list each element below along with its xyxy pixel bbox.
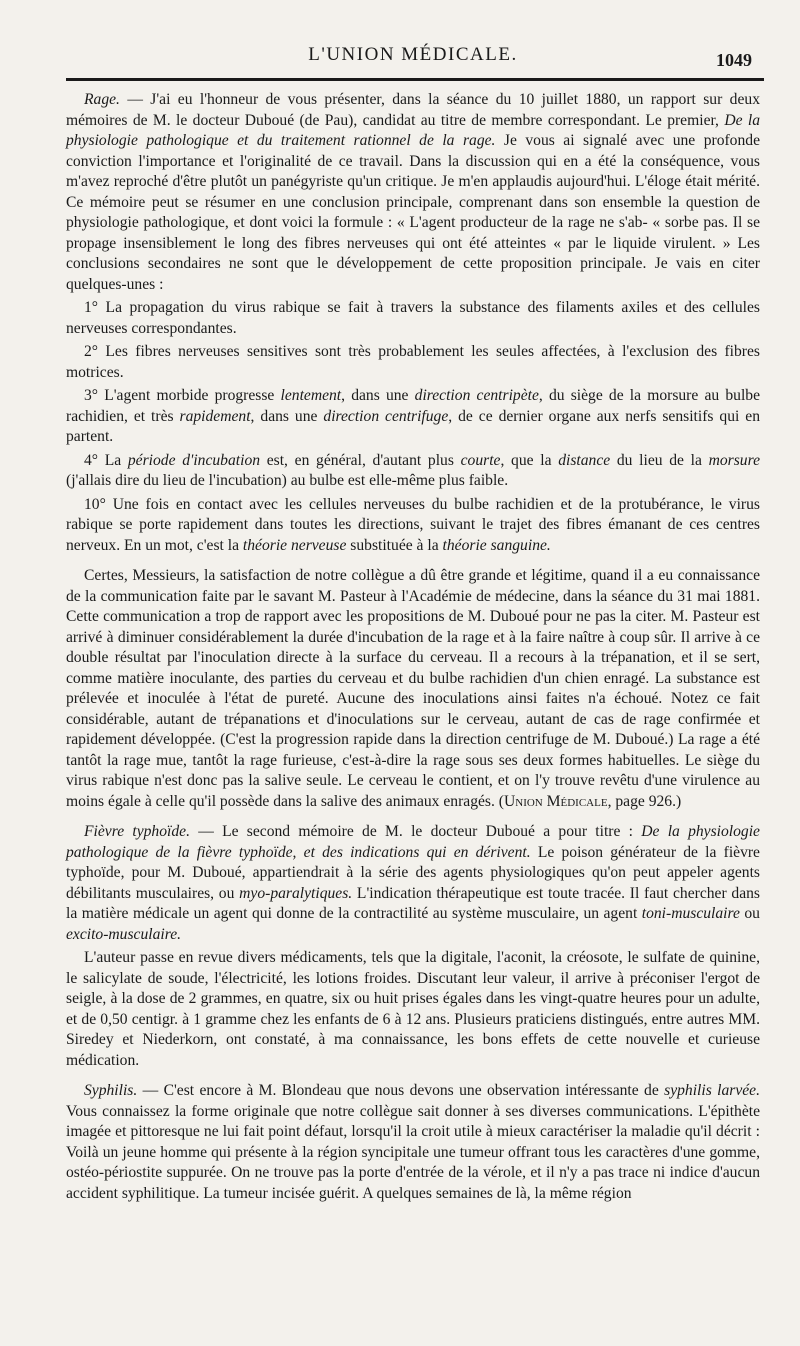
syphilis-paragraph: Syphilis. — C'est encore à M. Blondeau que nous devons une observation intéressante de syphilis larvée. Vous connaissez la forme originale que notre collègue sait donner à ses diverses communications. L'épithète imagée et pittoresque ne lui fait point défaut, lorsqu'il la croit utile à mieux caractériser la maladie qu'il décrit : Voilà un jeune homme qui présente à la région syncipitale une tumeur offrant tous les caractères d'une gomme, ostéo-périostite suppurée. On ne trouve pas la porte d'entrée de la vérole, et il n'y a pas trace ni indice d'aucun accident syphilitique. La tumeur incisée guérit. A quelques semaines de là, la même région bbox=[66, 1082, 760, 1202]
page-number: 1049 bbox=[716, 50, 752, 70]
rage-item-3: 3° L'agent morbide progresse lentement, dans une direction centripète, du siège de la morsure au bulbe rachidien, et très rapidement, dans une direction centrifuge, de ce dernier organe aux nerfs sensitifs qui en partent. bbox=[66, 387, 760, 445]
rage-heading: Rage. bbox=[84, 91, 120, 108]
fievre-heading: Fièvre typhoïde. bbox=[84, 823, 190, 840]
rage-item-1: 1° La propagation du virus rabique se fait à travers la substance des filaments axiles et des cellules nerveuses correspondantes. bbox=[66, 299, 760, 337]
rage-item-10: 10° Une fois en contact avec les cellules nerveuses du bulbe rachidien et de la protubérance, le virus rabique se porte rapidement dans toutes les directions, suivant le trajet des fibres émanant de ces centres nerveux. En un mot, c'est la théorie nerveuse substituée à la théorie sanguine. bbox=[66, 495, 760, 554]
rage-item-4: 4° La période d'incubation est, en général, d'autant plus courte, que la distance du lieu de la morsure (j'allais dire du lieu de l'incubation) au bulbe est elle-même plus faible. bbox=[66, 451, 760, 489]
header-rule bbox=[66, 78, 764, 81]
pasteur-paragraph: Certes, Messieurs, la satisfaction de notre collègue a dû être grande et légitime, quand il a eu connaissance de la communication faite par le savant M. Pasteur à l'Académie de médecine, dans la séance du 31 mai 1881. Cette communication a trop de rapport avec les propositions de M. Duboué pour ne pas la citer. M. Pasteur est arrivé à diminuer considérablement la durée d'incubation de la rage et à la faire naître à coup sûr. Il arrive à ce double résultat par l'inoculation directe à la surface du cerveau. Il a recours à la trépanation, et il se sert, comme matière inoculante, des parties du cerveau et du bulbe rachidien d'un chien enragé. La substance est prélevée et inoculée à l'état de pureté. Aucune des inoculations ainsi faites n'a échoué. Notez ce fait considérable, autant de trépanations et d'inoculations sur le cerveau, autant de cas de rage confirmée et rapidement développée. (C'est la progression rapide dans la direction centrifuge de M. Duboué.) La rage a été tantôt la rage mue, tantôt la rage furieuse, c'est-à-dire la rage sous ses deux formes habituelles. Le siège du virus rabique n'est donc pas la salive seule. Le cerveau le contient, et on l'y trouve revêtu d'une virulence au moins égale à celle qu'il possède dans la salive des animaux enragés. (Union Médicale, page 926.) bbox=[66, 567, 760, 810]
rage-paragraph: Rage. — J'ai eu l'honneur de vous présenter, dans la séance du 10 juillet 1880, un rapport sur deux mémoires de M. le docteur Duboué (de Pau), candidat au titre de membre correspondant. Le premier, De la physiologie pathologique et du traitement rationnel de la rage. Je vous ai signalé avec une profonde conviction l'importance et l'originalité de ce travail. Dans la discussion qui en a été la conséquence, vous m'avez reproché d'être plutôt un panégyriste qu'un critique. Je m'en applaudis aujourd'hui. L'éloge était mérité. Ce mémoire peut se résumer en une conclusion principale, comprenant dans son ensemble la question de physiologie pathologique, et dont voici la formule : « L'agent producteur de la rage ne s'ab- « sorbe pas. Il se propage insensiblement le long des fibres nerveuses qui ont été atteintes « par le liquide virulent. » Les conclusions secondaires ne sont que le développement de cette proposition principale. Je vais en citer quelques-unes : bbox=[66, 91, 760, 293]
body-text bbox=[66, 90, 760, 1207]
fievre-paragraph: Fièvre typhoïde. — Le second mémoire de M. le docteur Duboué a pour titre : De la physiologie pathologique de la fièvre typhoïde, et des indications qui en dérivent. Le poison générateur de la fièvre typhoïde, pour M. Duboué, appartiendrait à la série des agents physiologiques qu'on peut appeler agents débilitants musculaires, ou myo-paralytiques. L'indication thérapeutique est toute tracée. Il faut chercher dans la matière médicale un agent qui donne de la contractilité au système musculaire, un agent toni-musculaire ou excito-musculaire. bbox=[66, 823, 760, 943]
page-header bbox=[66, 38, 760, 78]
rage-item-2: 2° Les fibres nerveuses sensitives sont très probablement les seules affectées, à l'exclusion des fibres motrices. bbox=[66, 343, 760, 381]
syphilis-heading: Syphilis. bbox=[84, 1082, 138, 1099]
fievre-paragraph-2: L'auteur passe en revue divers médicaments, tels que la digitale, l'aconit, la créosote, le sulfate de quinine, le salicylate de soude, l'électricité, les lotions froides. Discutant leur valeur, il arrive à préconiser l'ergot de seigle, à la dose de 2 grammes, en quatre, six ou huit prises égales dans les vingt-quatre heures pour un adulte, et de 0,50 centigr. à 1 gramme chez les enfants de 6 à 12 ans. Plusieurs praticiens distingués, entre autres MM. Siredey et Niederkorn, ont constaté, à ma connaissance, les bons effets de cette nouvelle et curieuse médication. bbox=[66, 949, 760, 1069]
running-title: L'UNION MÉDICALE. bbox=[308, 44, 518, 65]
